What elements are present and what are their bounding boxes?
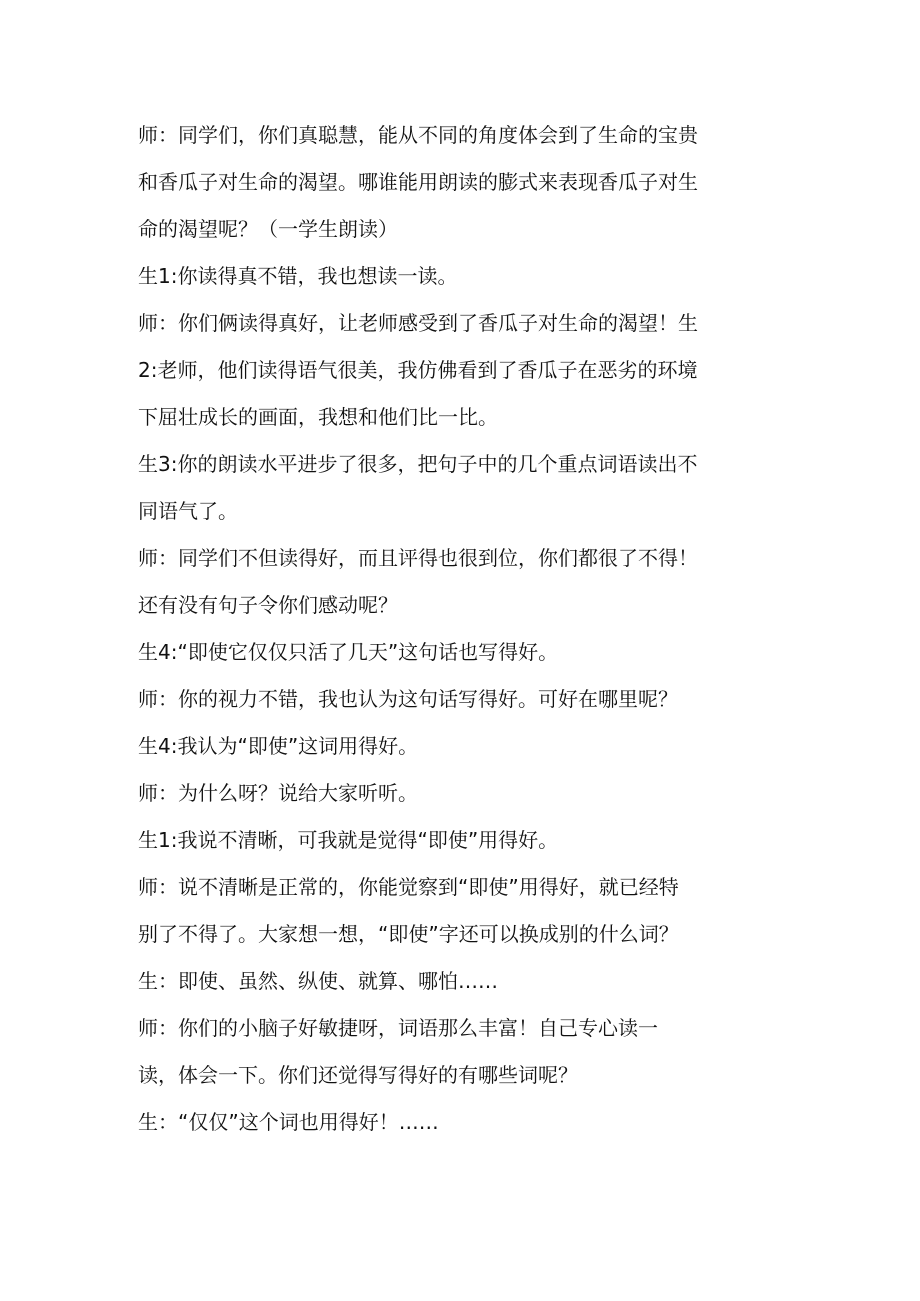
text-line: 别了不得了。大家想一想，“即使”字还可以换成别的什么词？ bbox=[138, 922, 679, 946]
text-line: 生3:你的朗读水平进步了很多，把句子中的几个重点词语读出不 bbox=[138, 452, 698, 476]
text-line: 生1:我说不清晰，可我就是觉得“即使”用得好。 bbox=[138, 828, 559, 852]
text-line: 师：同学们不但读得好，而且评得也很到位，你们都很了不得！ bbox=[138, 546, 698, 570]
text-line: 还有没有句子令你们感动呢？ bbox=[138, 593, 398, 617]
text-line: 师：你的视力不错，我也认为这句话写得好。可好在哪里呢？ bbox=[138, 687, 678, 711]
text-line: 读，体会一下。你们还觉得写得好的有哪些词呢？ bbox=[138, 1063, 578, 1087]
text-line: 生1:你读得真不错，我也想读一读。 bbox=[138, 264, 458, 288]
text-line: 和香瓜子对生命的渴望。哪谁能用朗读的膨式来表现香瓜子对生 bbox=[138, 170, 698, 194]
text-line: 2:老师，他们读得语气很美，我仿佛看到了香瓜子在恶劣的环境 bbox=[138, 358, 698, 382]
text-line: 师：你们的小脑子好敏捷呀，词语那么丰富！自己专心读一 bbox=[138, 1016, 658, 1040]
text-line: 生：“仅仅”这个词也用得好！…… bbox=[138, 1110, 439, 1134]
text-line: 同语气了。 bbox=[138, 499, 238, 523]
text-line: 师：说不清晰是正常的，你能觉察到“即使”用得好，就已经特 bbox=[138, 875, 679, 899]
text-line: 生4:我认为“即使”这词用得好。 bbox=[138, 734, 419, 758]
text-line: 命的渴望呢？（一学生朗读） bbox=[138, 217, 398, 241]
text-line: 下屈壮成长的画面，我想和他们比一比。 bbox=[138, 405, 498, 429]
text-line: 生：即使、虽然、纵使、就算、哪怕…… bbox=[138, 969, 498, 993]
text-line: 师：同学们，你们真聪慧，能从不同的角度体会到了生命的宝贵 bbox=[138, 123, 698, 147]
text-line: 师：为什么呀？说给大家听听。 bbox=[138, 781, 418, 805]
text-line: 生4:“即使它仅仅只活了几天”这句话也写得好。 bbox=[138, 640, 559, 664]
text-line: 师：你们俩读得真好，让老师感受到了香瓜子对生命的渴望！生 bbox=[138, 311, 698, 335]
document-body bbox=[138, 112, 788, 1146]
